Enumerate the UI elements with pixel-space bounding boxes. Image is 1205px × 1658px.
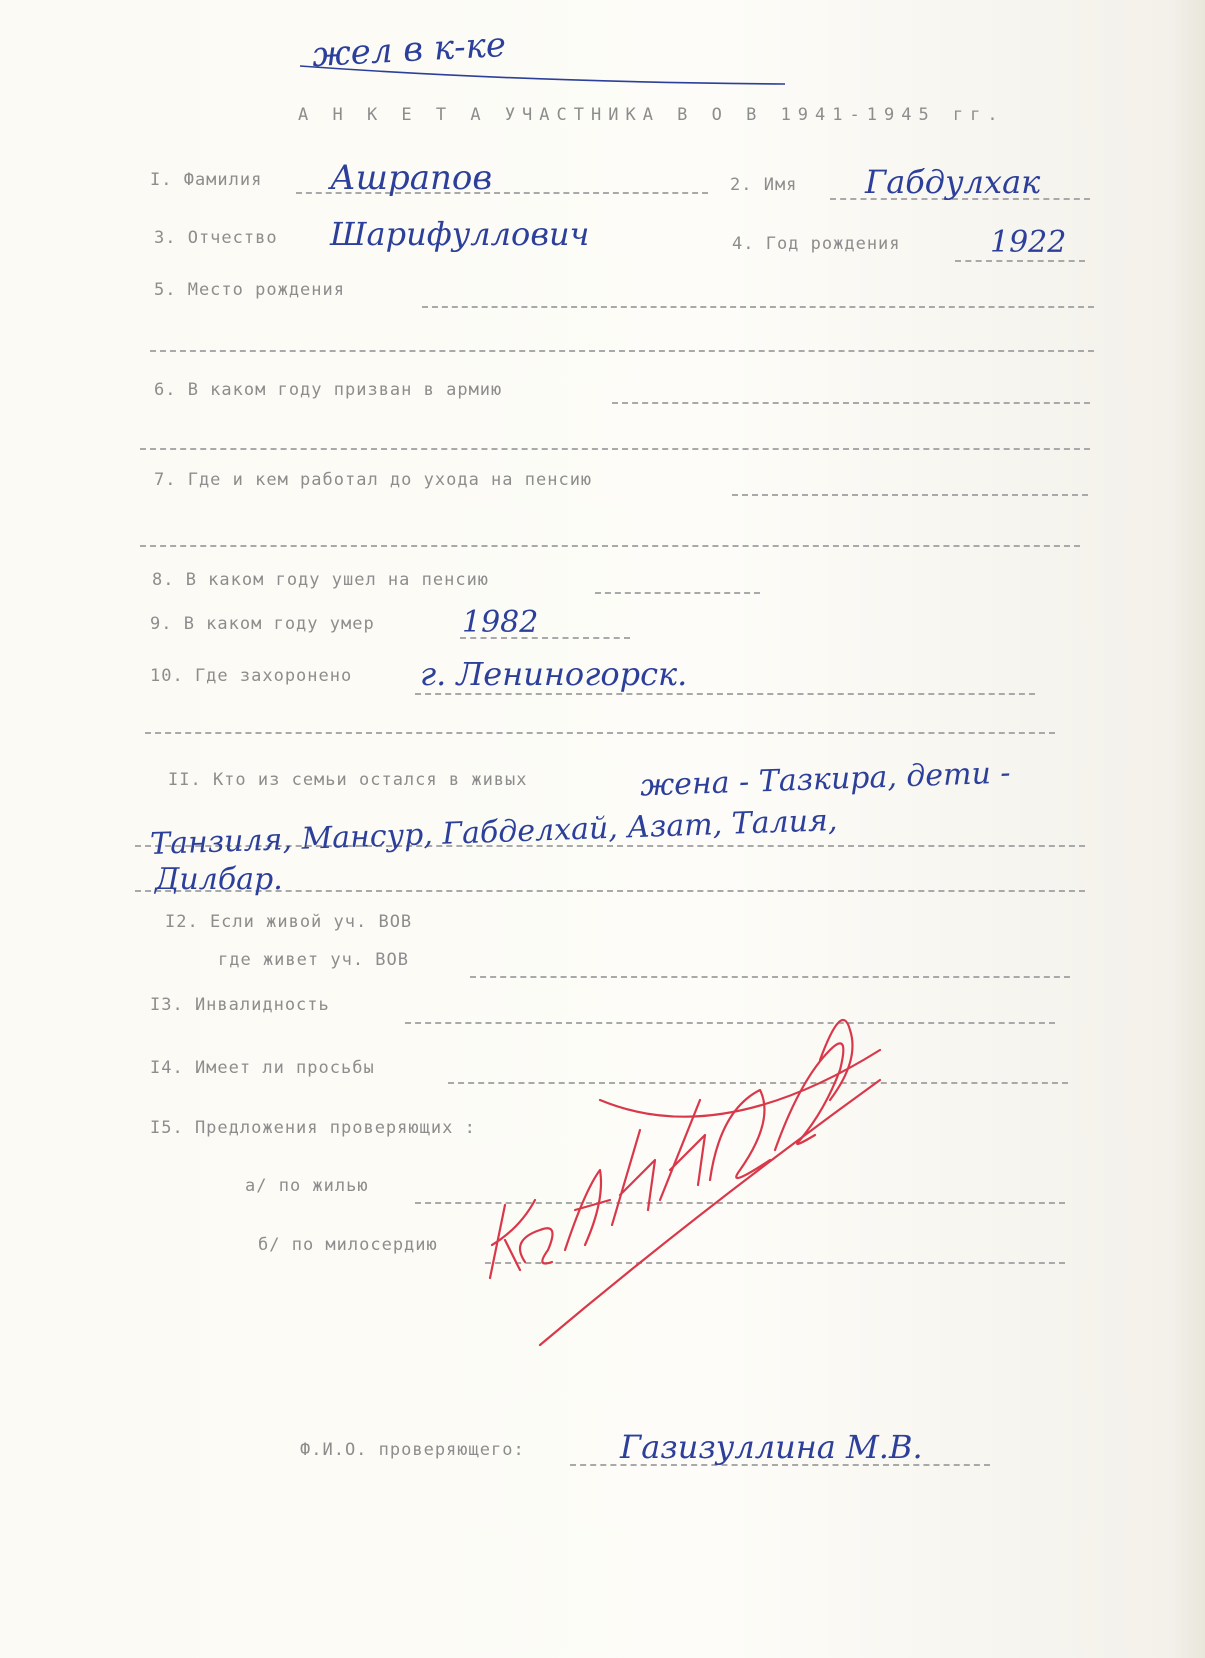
family-line-3: Дилбар. <box>155 862 283 897</box>
alive-label: I2. Если живой уч. ВОВ <box>165 912 413 932</box>
name-label: 2. Имя <box>730 175 798 195</box>
inspector-value: Газизуллина М.В. <box>620 1428 923 1466</box>
birth-year-label: 4. Год рождения <box>732 234 901 254</box>
name-value: Габдулхак <box>865 163 1041 201</box>
death-year-value: 1982 <box>462 605 539 640</box>
family-line-1: жена - Тазкира, дети - <box>639 755 1012 804</box>
form-title: А Н К Е Т А УЧАСТНИКА В О В 1941-1945 гг. <box>298 105 1005 125</box>
header-note: жел в к-ке <box>311 24 507 76</box>
death-year-label: 9. В каком году умер <box>150 614 375 634</box>
requests-label: I4. Имеет ли просьбы <box>150 1058 375 1078</box>
birthplace-label: 5. Место рождения <box>154 280 345 300</box>
charity-label: б/ по милосердию <box>258 1235 438 1255</box>
lives-label: где живет уч. ВОВ <box>218 950 409 970</box>
family-label: II. Кто из семьи остался в живых <box>168 770 528 790</box>
housing-label: а/ по жилью <box>245 1176 369 1196</box>
surname-label: I. Фамилия <box>150 170 263 190</box>
burial-label: 10. Где захоронено <box>150 666 353 686</box>
work-label: 7. Где и кем работал до ухода на пенсию <box>154 470 593 490</box>
patronymic-label: 3. Отчество <box>154 228 278 248</box>
retirement-year-label: 8. В каком году ушел на пенсию <box>152 570 490 590</box>
patronymic-value: Шарифуллович <box>330 215 590 253</box>
disability-label: I3. Инвалидность <box>150 995 330 1015</box>
burial-value: г. Лениногорск. <box>420 655 688 693</box>
family-line-2: Танзиля, Мансур, Габделхай, Азат, Талия, <box>149 803 838 862</box>
proposals-label: I5. Предложения проверяющих : <box>150 1118 476 1138</box>
draft-year-label: 6. В каком году призван в армию <box>154 380 503 400</box>
inspector-label: Ф.И.О. проверяющего: <box>300 1440 525 1460</box>
birth-year-value: 1922 <box>990 225 1067 260</box>
surname-value: Ашрапов <box>330 158 493 198</box>
